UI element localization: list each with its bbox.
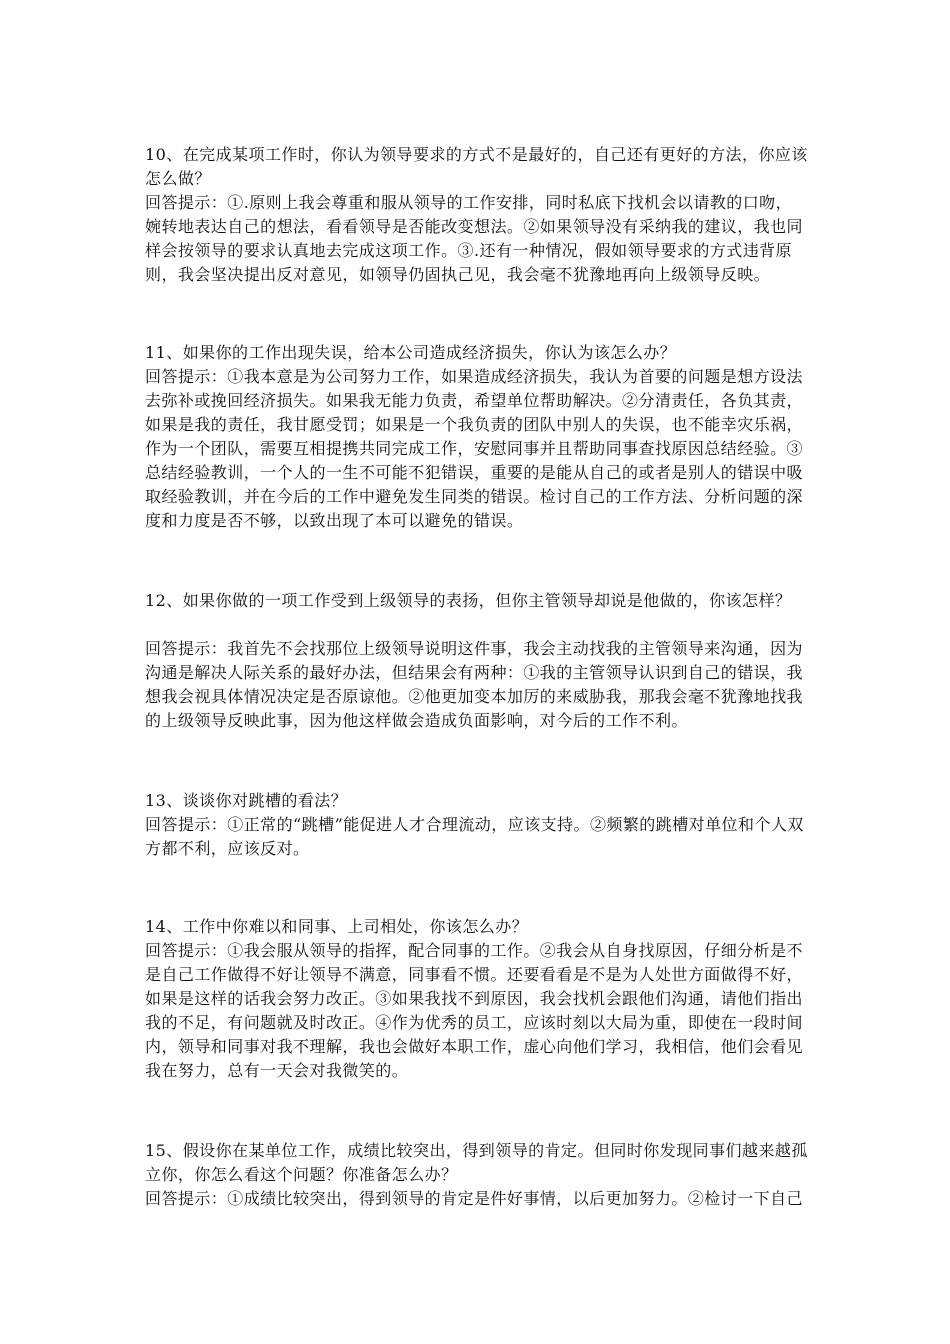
q14-answer-line-4: 我的不足，有问题就及时改正。④作为优秀的员工，应该时刻以大局为重，即使在一段时间	[145, 1013, 804, 1032]
q13-answer-line-1: 回答提示：①正常的“跳槽”能促进人才合理流动，应该支持。②频繁的跳槽对单位和个人双	[145, 815, 804, 834]
q14-answer-line-3: 如果是这样的话我会努力改正。③如果我找不到原因，我会找机会跟他们沟通，请他们指出	[145, 989, 804, 1008]
q14-title-line: 14、工作中你难以和同事、上司相处，你该怎么办？	[145, 917, 529, 936]
q12-answer-line-2: 沟通是解决人际关系的最好办法，但结果会有两种：①我的主管领导认识到自己的错误，我	[145, 663, 804, 682]
q10-answer-line-3: 样会按领导的要求认真地去完成这项工作。③.还有一种情况，假如领导要求的方式违背原	[145, 241, 793, 260]
q14-answer-line-5: 内，领导和同事对我不理解，我也会做好本职工作，虚心向他们学习，我相信，他们会看见	[145, 1037, 804, 1056]
q12-answer-line-1: 回答提示：我首先不会找那位上级领导说明这件事，我会主动找我的主管领导来沟通，因为	[145, 639, 804, 658]
q14-answer-line-1: 回答提示：①我会服从领导的指挥，配合同事的工作。②我会从自身找原因，仔细分析是不	[145, 941, 804, 960]
q11-answer-line-7: 度和力度是否不够，以致出现了本可以避免的错误。	[145, 511, 524, 530]
q10-answer-line-2: 婉转地表达自己的想法，看看领导是否能改变想法。②如果领导没有采纳我的建议，我也同	[145, 217, 804, 236]
q11-answer-line-6: 取经验教训，并在今后的工作中避免发生同类的错误。检讨自己的工作方法、分析问题的深	[145, 487, 804, 506]
q11-answer-line-4: 作为一个团队，需要互相提携共同完成工作，安慰同事并且帮助同事查找原因总结经验。③	[145, 439, 804, 458]
q10-title-line-2: 怎么做？	[145, 169, 211, 188]
q12-title-line: 12、如果你做的一项工作受到上级领导的表扬，但你主管领导却说是他做的，你该怎样？	[145, 591, 792, 610]
q11-answer-line-3: 如果是我的责任，我甘愿受罚；如果是一个我负责的团队中别人的失误，也不能幸灾乐祸，	[145, 415, 804, 434]
q11-title-line: 11、如果你的工作出现失误，给本公司造成经济损失，你认为该怎么办？	[145, 343, 677, 362]
q13-answer-line-2: 方都不利，应该反对。	[145, 839, 310, 858]
q14-answer-line-6: 我在努力，总有一天会对我微笑的。	[145, 1061, 409, 1080]
q10-answer-line-1: 回答提示：①.原则上我会尊重和服从领导的工作安排，同时私底下找机会以请教的口吻，	[145, 193, 793, 212]
q11-answer-line-1: 回答提示：①我本意是为公司努力工作，如果造成经济损失，我认为首要的问题是想方设法	[145, 367, 804, 386]
q15-answer-line-1: 回答提示：①成绩比较突出，得到领导的肯定是件好事情，以后更加努力。②检讨一下自己	[145, 1189, 804, 1208]
q12-answer-line-3: 想我会视具体情况决定是否原谅他。②他更加变本加厉的来威胁我，那我会毫不犹豫地找我	[145, 687, 804, 706]
q15-title-line-2: 立你，你怎么看这个问题？你准备怎么办？	[145, 1165, 458, 1184]
q14-answer-line-2: 是自己工作做得不好让领导不满意，同事看不惯。还要看看是不是为人处世方面做得不好，	[145, 965, 804, 984]
q12-answer-line-4: 的上级领导反映此事，因为他这样做会造成负面影响，对今后的工作不利。	[145, 711, 688, 730]
q10-title-line-1: 10、在完成某项工作时，你认为领导要求的方式不是最好的，自己还有更好的方法，你应该	[145, 145, 808, 164]
q15-title-line-1: 15、假设你在某单位工作，成绩比较突出，得到领导的肯定。但同时你发现同事们越来越孤	[145, 1141, 808, 1160]
q11-answer-line-2: 去弥补或挽回经济损失。如果我无能力负责，希望单位帮助解决。②分清责任，各负其责，	[145, 391, 804, 410]
q10-answer-line-4: 则，我会坚决提出反对意见，如领导仍固执己见，我会毫不犹豫地再向上级领导反映。	[145, 265, 771, 284]
q13-title-line: 13、谈谈你对跳槽的看法？	[145, 791, 348, 810]
q11-answer-line-5: 总结经验教训，一个人的一生不可能不犯错误，重要的是能从自己的或者是别人的错误中吸	[145, 463, 804, 482]
